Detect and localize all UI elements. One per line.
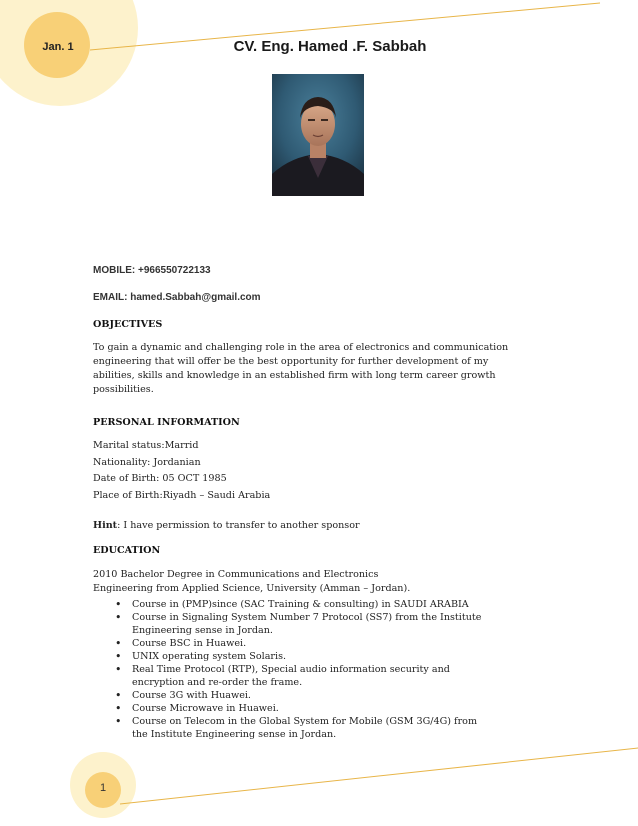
objectives-line: To gain a dynamic and challenging role in the area of electronics and communication [93,342,509,353]
hint-label: Hint [93,520,118,531]
course-item: • UNIX operating system Solaris. [115,650,515,663]
course-item: • Course BSC in Huawei. [115,637,515,650]
marital-status: Marital status:Marrid [93,440,199,451]
profile-photo [272,74,364,196]
objectives-line: abilities, skills and knowledge in an established firm with long term career growth [93,370,496,381]
place-of-birth: Place of Birth:Riyadh – Saudi Arabia [93,489,271,501]
education-degree [93,568,563,596]
education-heading: EDUCATION [93,545,161,556]
page-title: CV. Eng. Hamed .F. Sabbah [233,38,427,55]
course-item: • Course in Signaling System Number 7 Protocol (SS7) from the Institute Engineering sense in Jordan. [115,611,515,637]
course-item: • Course on Telecom in the Global System for Mobile (GSM 3G/4G) from the Institute Engineering sense in Jordan. [115,715,515,741]
course-item: • Course Microwave in Huawei. [115,702,515,715]
objectives-line: possibilities. [93,384,154,395]
hint-text: : I have permission to transfer to another sponsor [117,520,360,531]
objectives-text [93,341,563,397]
date-of-birth: Date of Birth: 05 OCT 1985 [93,473,227,484]
course-item: • Course 3G with Huawei. [115,689,515,702]
objectives-line: engineering that will offer be the best opportunity for further development of my [93,356,489,367]
course-item: • Real Time Protocol (RTP), Special audio information security and encryption and re-order the frame. [115,663,515,689]
personal-info [93,438,563,504]
objectives-heading: OBJECTIVES [93,319,163,330]
nationality: Nationality: Jordanian [93,456,201,468]
degree-line: 2010 Bachelor Degree in Communications and Electronics [93,569,379,580]
mobile-number: MOBILE: +966550722133 [93,265,211,276]
page-number: 1 [99,782,107,794]
courses-list [115,598,515,741]
date-badge: Jan. 1 [42,41,74,53]
footer-rule [120,748,638,804]
degree-line: Engineering from Applied Science, University (Amman – Jordan). [93,583,411,594]
personal-info-heading: PERSONAL INFORMATION [93,417,240,428]
hint-line [93,519,563,533]
course-item: • Course in (PMP)since (SAC Training & consulting) in SAUDI ARABIA [115,598,515,611]
email-address: EMAIL: hamed.Sabbah@gmail.com [93,292,261,303]
